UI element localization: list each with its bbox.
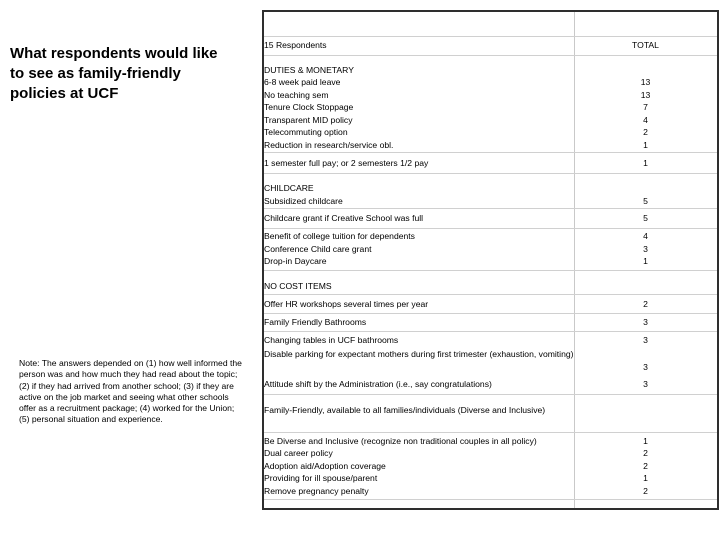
section-heading: DUTIES & MONETARY	[264, 65, 354, 75]
row-label: Be Diverse and Inclusive (recognize non traditional couples in all policy)	[264, 436, 537, 446]
table-row	[264, 404, 717, 430]
row-total: 13	[640, 90, 651, 100]
row-label: Remove pregnancy penalty	[264, 486, 369, 496]
row-label: Telecommuting option	[264, 127, 348, 137]
row-total: 1	[643, 473, 648, 483]
row-total: 3	[643, 335, 648, 345]
row-total: 4	[643, 115, 648, 125]
row-label: Disable parking for expectant mothers during first trimester (exhaustion, vomiting)	[264, 349, 574, 359]
page-title: What respondents would like to see as family-friendly policies at UCF	[10, 45, 218, 102]
row-total: 1	[643, 140, 648, 150]
row-total: 3	[643, 379, 648, 389]
row-total: 7	[643, 102, 648, 112]
table-row	[264, 348, 717, 374]
row-total: 2	[643, 299, 648, 309]
row-total: 13	[640, 77, 651, 87]
header-respondents: 15 Respondents	[264, 40, 327, 50]
row-label: Family-Friendly, available to all families/individuals (Diverse and Inclusive)	[264, 405, 546, 415]
row-label: Drop-in Daycare	[264, 256, 327, 266]
row-label: Subsidized childcare	[264, 196, 343, 206]
row-total: 2	[643, 127, 648, 137]
row-label: Benefit of college tuition for dependents	[264, 231, 415, 241]
row-label: Reduction in research/service obl.	[264, 140, 394, 150]
row-label: 1 semester full pay; or 2 semesters 1/2 pay	[264, 158, 429, 168]
row-total: 5	[643, 213, 648, 223]
row-total: 1	[643, 436, 648, 446]
row-total: 2	[643, 486, 648, 496]
row-label: Childcare grant if Creative School was full	[264, 213, 424, 223]
row-total: 4	[643, 231, 648, 241]
row-label: Offer HR workshops several times per year	[264, 299, 429, 309]
row-label: No teaching sem	[264, 90, 329, 100]
row-total: 1	[643, 256, 648, 266]
row-label: Tenure Clock Stoppage	[264, 102, 354, 112]
row-label: Adoption aid/Adoption coverage	[264, 461, 386, 471]
section-heading: CHILDCARE	[264, 183, 314, 193]
row-total: 3	[643, 362, 648, 372]
survey-note: Note: The answers depended on (1) how well informed the person was and how much they had read about the topic; (2) if they had arrived from another school; (3) if they are active on the job market and seeing what other schools offer as a recruitment package; (4) worked for the Union; (5) personal situation and experience.	[19, 358, 242, 425]
row-total: 1	[643, 158, 648, 168]
row-label: Attitude shift by the Administration (i.e., say congratulations)	[264, 379, 492, 389]
row-total: 3	[643, 244, 648, 254]
row-label: Family Friendly Bathrooms	[264, 317, 367, 327]
row-label: Dual career policy	[264, 448, 333, 458]
row-total: 2	[643, 448, 648, 458]
row-label: Conference Child care grant	[264, 244, 372, 254]
row-total: 3	[643, 317, 648, 327]
section-heading: NO COST ITEMS	[264, 281, 332, 291]
row-total: 2	[643, 461, 648, 471]
row-label: 6-8 week paid leave	[264, 77, 341, 87]
header-total: TOTAL	[632, 40, 659, 50]
row-label: Changing tables in UCF bathrooms	[264, 335, 399, 345]
row-label: Transparent MID policy	[264, 115, 353, 125]
row-label: Providing for ill spouse/parent	[264, 473, 378, 483]
row-total: 5	[643, 196, 648, 206]
